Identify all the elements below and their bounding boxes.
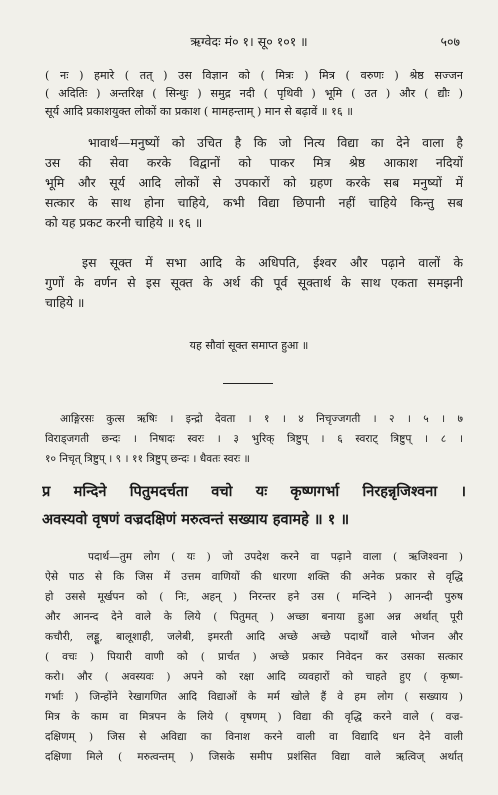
text-line: सूर्य आदि प्रकाशयुक्त लोकों का प्रकाश ( मामहन्ताम् ) मान से बढ़ावें ॥ १६ ॥ xyxy=(45,105,353,118)
padartha-line: दक्षिणम् ) जिस से अविद्या का विनाश करने वाली वा विद्यादि धन देने वाली xyxy=(45,731,463,743)
bhavartha-line: भावार्थ—मनुष्यों को उचित है कि जो नित्य विद्या का देने वाला है xyxy=(88,135,463,150)
summary-line: इस सूक्त में सभा आदि के अधिपति, ईश्वर और पढ़ाने वालों के xyxy=(82,255,463,270)
padartha-line: हो उससे मूर्खपन को ( निः, अहन् ) निरन्तर हने उस ( मन्दिने ) आनन्दी पुरुष xyxy=(45,591,463,603)
padartha-line: ऐसे पाठ से कि जिस में उत्तम वाणियों की धारणा शक्ति की अनेक प्रकार से वृद्धि xyxy=(45,571,463,583)
page-header xyxy=(0,33,498,53)
summary-line: चाहिये ॥ xyxy=(45,295,85,310)
padartha-line: ( वचः ) पियारी वाणी को ( प्रार्चत ) अच्छे प्रकार निवेदन कर उसका सत्कार xyxy=(45,651,463,663)
text-line: ( नः ) हमारे ( तत् ) उस विज्ञान को ( मित्रः ) मित्र ( वरुणः ) श्रेष्ठ सज्जन xyxy=(45,69,463,82)
padartha-line: करो। और ( अवस्यवः ) अपने को रक्षा आदि व्यवहारों को चाहते हुए ( कृष्ण- xyxy=(45,671,463,683)
padartha-line: गर्भाः ) जिन्होंने रेखागणित आदि विद्याओं के मर्म खोले हैं वे हम लोग ( सख्याय ) xyxy=(45,691,463,703)
sukta-completion-note: यह सौवां सूक्त समाप्त हुआ ॥ xyxy=(189,339,309,352)
padartha-line: पदार्थ—तुम लोग ( यः ) जो उपदेश करने वा पढ़ाने वाला ( ऋजिश्वना ) xyxy=(88,551,463,563)
mantra-line: अवस्यवो वृषणं वज्रदक्षिणं मरुत्वन्तं सख्याय हवामहे ॥ १ ॥ xyxy=(42,511,350,528)
section-divider xyxy=(223,383,273,384)
bhavartha-line: भूमि और सूर्य आदि लोकों से उपकारों को ग्रहण करके सब मनुष्यों में xyxy=(45,175,463,190)
mantra-line: प्र मन्दिने पितुमदर्चता वचो यः कृष्णगर्भा निरहन्नृजिश्वना । xyxy=(42,483,466,500)
summary-line: गुणों के वर्णन से इस सूक्त के अर्थ की पूर्व सूक्तार्थ के साथ एकता समझनी xyxy=(45,275,463,290)
bhavartha-line: सत्कार के साथ होना चाहिये, कभी विद्या छिपानी नहीं चाहिये किन्तु सब xyxy=(45,195,463,210)
padartha-line: मित्र के काम वा मित्रपन के लिये ( वृषणम् ) विद्या की वृद्धि करने वाले ( वज्र- xyxy=(45,711,463,723)
meta-line: आङ्गिरसः कुत्स ऋषिः । इन्द्रो देवता । १ । ४ निचृज्जगती । २ । ५ । ७ xyxy=(60,413,463,425)
bhavartha-line: उस की सेवा करके विद्वानों को पाकर मित्र श्रेष्ठ आकाश नदियों xyxy=(45,155,463,170)
padartha-line: कचौरी, लड्डू, बालूशाही, जलेबी, इमरती आदि अच्छे अच्छे पदार्थों वाले भोजन और xyxy=(45,631,463,643)
meta-line: विराड्जगती छन्दः । निषादः स्वरः । ३ भुरिक् त्रिष्टुप् । ६ स्वराट् त्रिष्टुप् । ८ । xyxy=(45,433,463,445)
running-title: ऋग्वेदः मं० १। सू० १०१ ॥ xyxy=(190,34,308,49)
padartha-line: दक्षिणा मिले ( मरुत्वन्तम् ) जिसके समीप प्रशंसित विद्या वाले ऋत्विज् अर्थात् xyxy=(45,751,463,763)
text-line: ( अदितिः ) अन्तरिक्ष ( सिन्धुः ) समुद्र नदी ( पृथिवी ) भूमि ( उत ) और ( द्यौः ) xyxy=(45,87,463,100)
padartha-line: और आनन्द देने वाले के लिये ( पितुमत् ) अच्छा बनाया हुआ अन्न अर्थात् पूरी xyxy=(45,611,463,623)
page-number: ५०७ xyxy=(440,34,460,49)
bhavartha-line: को यह प्रकट करनी चाहिये ॥ १६ ॥ xyxy=(45,215,203,230)
meta-line: १० निचृत् त्रिष्टुप् । ९ । ११ त्रिष्टुप् छन्दः । धैवतः स्वरः ॥ xyxy=(45,453,250,465)
